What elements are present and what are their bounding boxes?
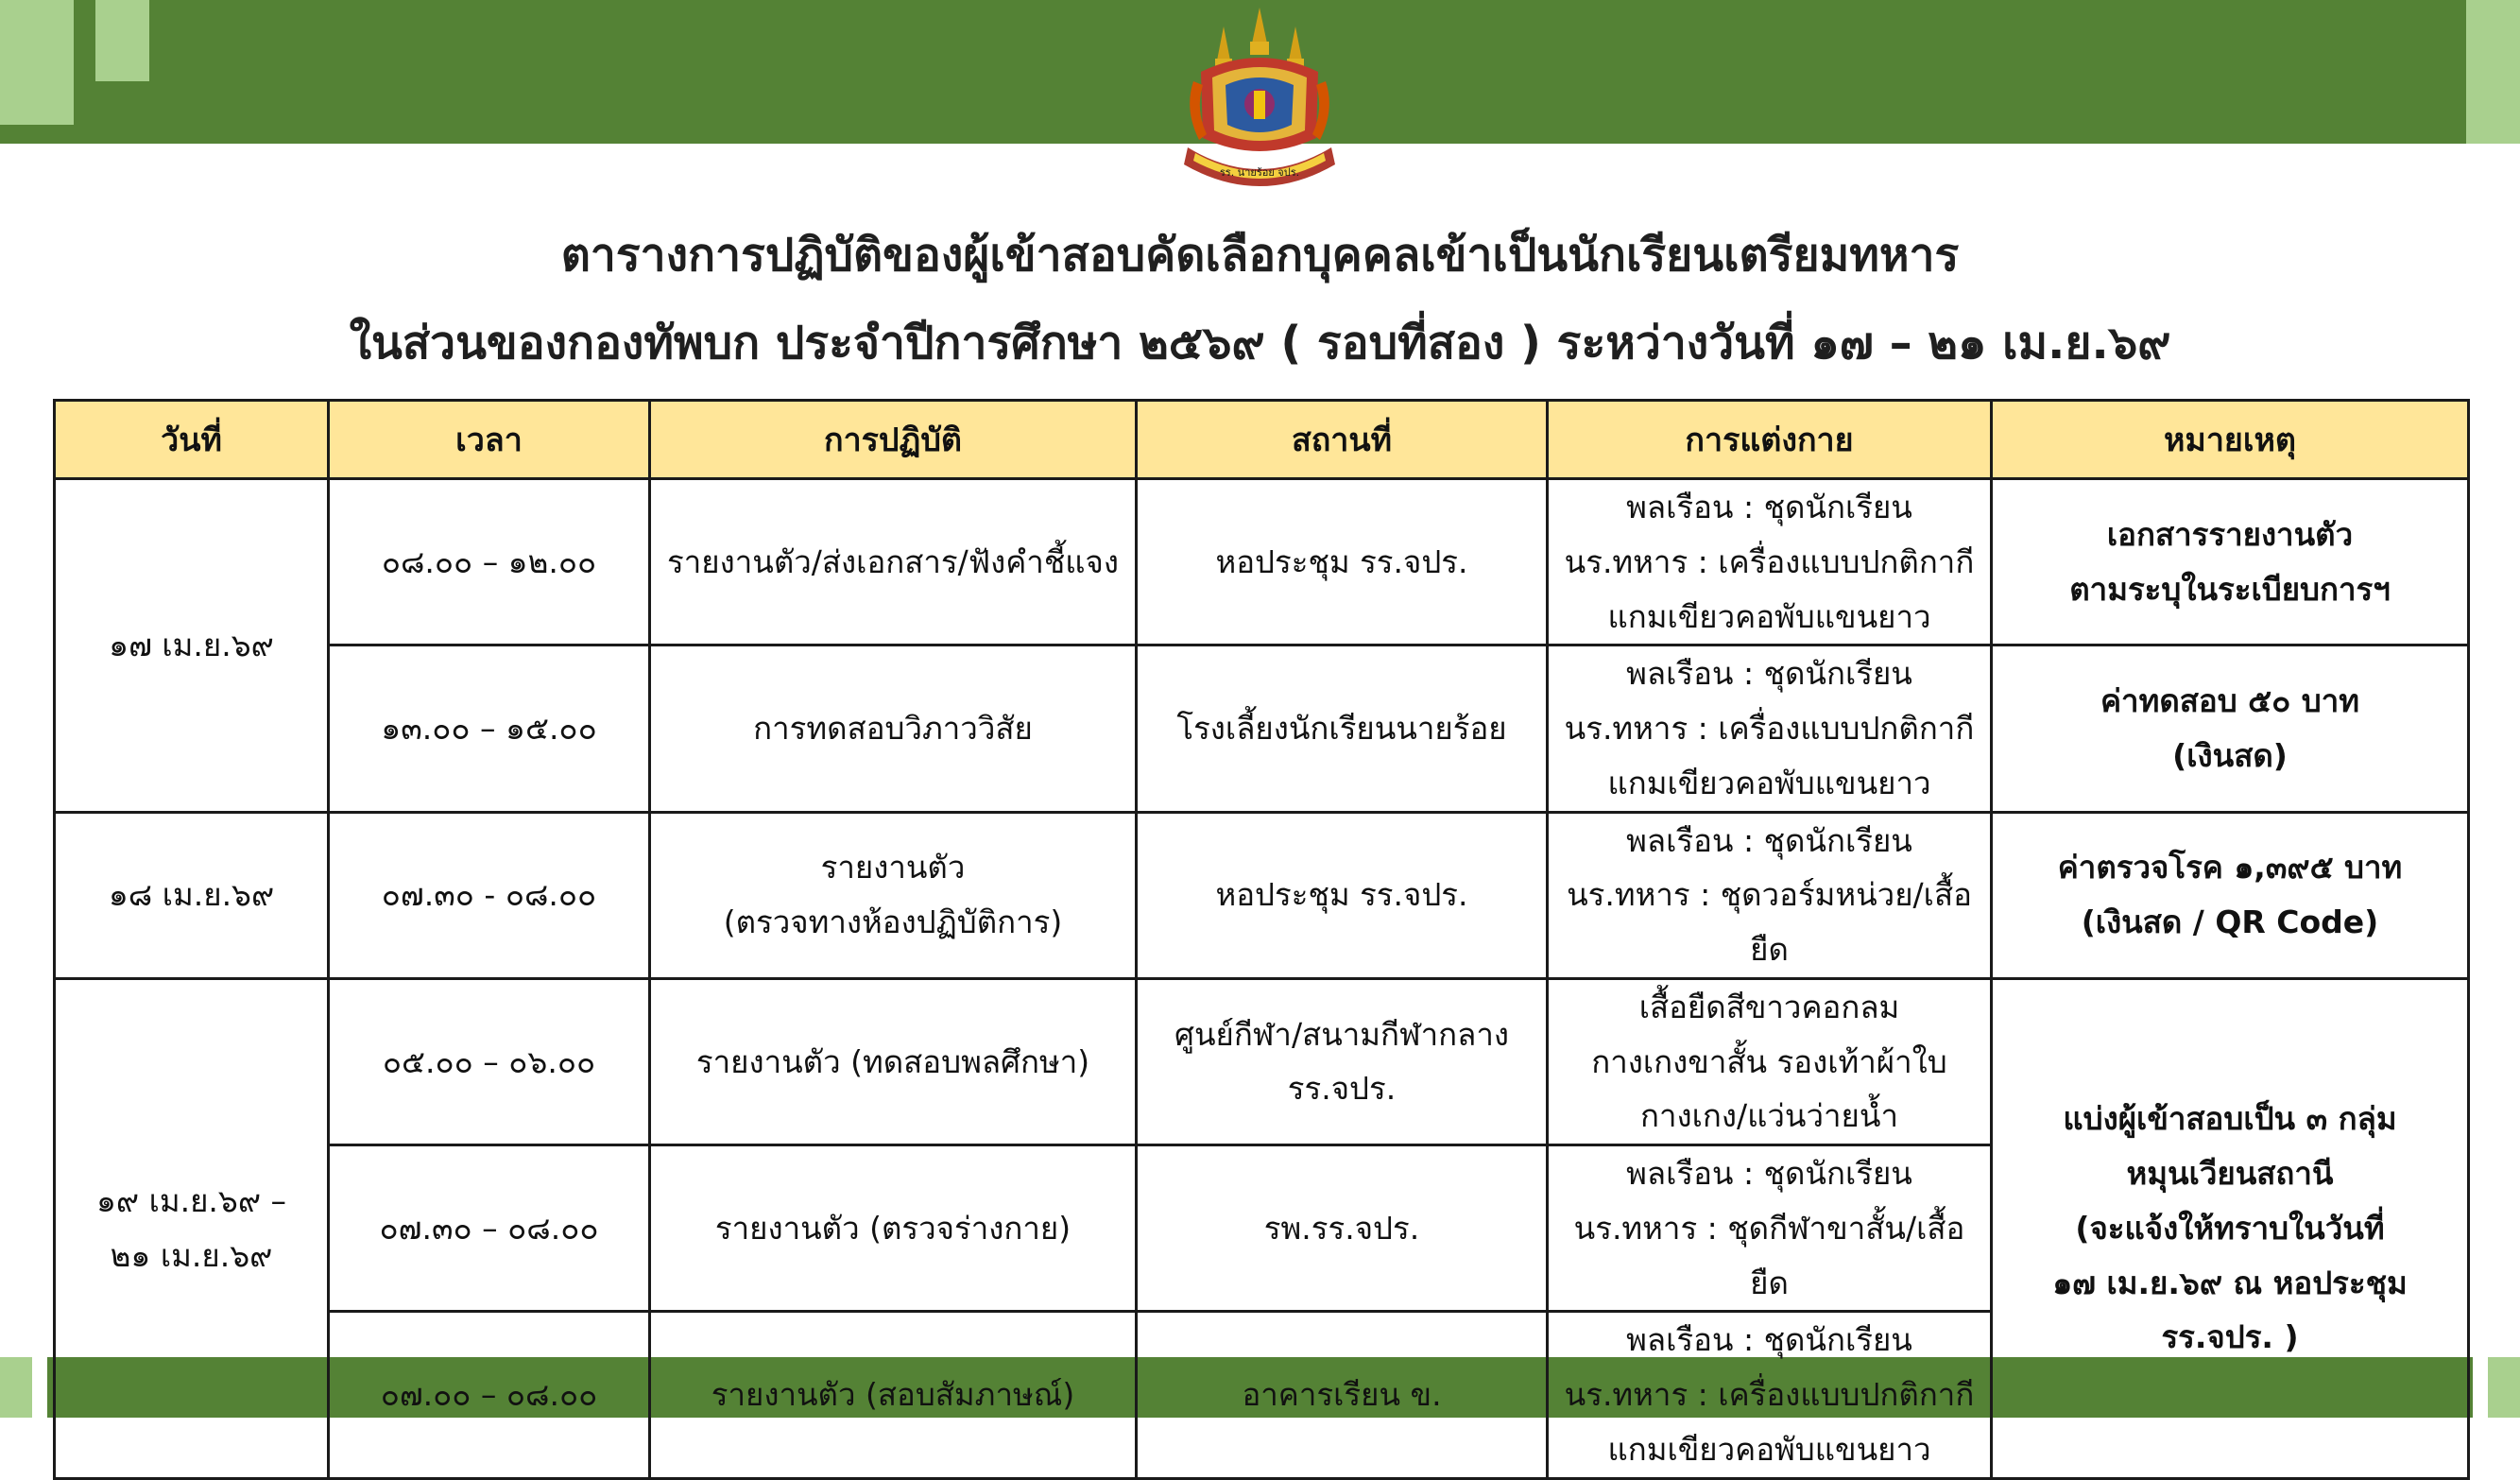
table-row xyxy=(55,812,2469,978)
bottom-right-accent-strip xyxy=(2488,1357,2520,1418)
note-cell xyxy=(1992,479,2469,645)
activity-cell: รายงานตัว/ส่งเอกสาร/ฟังคำชี้แจง xyxy=(650,479,1137,645)
page-title-line1: ตารางการปฏิบัติของผู้เข้าสอบคัดเลือกบุคคลเข้าเป็นนักเรียนเตรียมทหาร xyxy=(560,229,1960,282)
dress-line: แกมเขียวคอพับแขนยาว xyxy=(1607,1430,1931,1468)
activity-cell: รายงานตัว (ทดสอบพลศึกษา) xyxy=(650,978,1137,1144)
note-line: ค่าตรวจโรค ๑,๓๙๕ บาท xyxy=(2057,849,2403,886)
header-note: หมายเหตุ xyxy=(1992,401,2469,479)
academy-emblem-icon xyxy=(1174,6,1345,191)
place-cell: หอประชุม รร.จปร. xyxy=(1137,812,1548,978)
dress-line: กางเกงขาสั้น รองเท้าผ้าใบ xyxy=(1591,1042,1947,1080)
activity-line: รายงานตัว xyxy=(820,849,966,886)
note-line: หมุนเวียนสถานี xyxy=(2126,1155,2334,1192)
date-cell xyxy=(55,978,329,1478)
activity-cell: รายงานตัว (ตรวจร่างกาย) xyxy=(650,1145,1137,1312)
bottom-left-accent-strip xyxy=(0,1357,32,1418)
dress-line: แกมเขียวคอพับแขนยาว xyxy=(1607,764,1931,801)
note-line: แบ่งผู้เข้าสอบเป็น ๓ กลุ่ม xyxy=(2063,1100,2397,1138)
note-line: ตามระบุในระเบียบการฯ xyxy=(2069,570,2391,608)
dress-cell xyxy=(1548,812,1992,978)
activity-line: (ตรวจทางห้องปฏิบัติการ) xyxy=(723,903,1063,941)
dress-line: พลเรือน : ชุดนักเรียน xyxy=(1626,489,1912,525)
table-row xyxy=(55,645,2469,812)
place-cell: โรงเลี้ยงนักเรียนนายร้อย xyxy=(1137,645,1548,812)
dress-cell xyxy=(1548,1312,1992,1478)
date-cell: ๑๘ เม.ย.๖๙ xyxy=(55,812,329,978)
table-row xyxy=(55,978,2469,1144)
dress-line: นร.ทหาร : ชุดวอร์มหน่วย/เสื้อยืด xyxy=(1567,876,1972,968)
table-row xyxy=(55,479,2469,645)
note-line: เอกสารรายงานตัว xyxy=(2106,515,2354,553)
dress-cell xyxy=(1548,479,1992,645)
activity-cell: การทดสอบวิภาววิสัย xyxy=(650,645,1137,812)
dress-line: นร.ทหาร : เครื่องแบบปกติกากี xyxy=(1564,1376,1975,1413)
note-cell xyxy=(1992,645,2469,812)
time-cell: ๐๗.๐๐ – ๐๘.๐๐ xyxy=(329,1312,650,1478)
note-line: ๑๗ เม.ย.๖๙ ณ หอประชุม รร.จปร. ) xyxy=(2052,1264,2408,1356)
note-line: (จะแจ้งให้ทราบในวันที่ xyxy=(2075,1209,2385,1247)
page-title-line2: ในส่วนของกองทัพบก ประจำปีการศึกษา ๒๕๖๙ ( รอบที่สอง ) ระหว่างวันที่ ๑๗ – ๒๑ เม.ย.๖๙ xyxy=(349,317,2171,370)
time-cell: ๐๕.๐๐ – ๐๖.๐๐ xyxy=(329,978,650,1144)
header-dress: การแต่งกาย xyxy=(1548,401,1992,479)
dress-cell xyxy=(1548,978,1992,1144)
time-cell: ๐๗.๓๐ - ๐๘.๐๐ xyxy=(329,812,650,978)
table-header-row xyxy=(55,401,2469,479)
activity-cell xyxy=(650,812,1137,978)
dress-line: พลเรือน : ชุดนักเรียน xyxy=(1626,1155,1912,1192)
dress-line: นร.ทหาร : เครื่องแบบปกติกากี xyxy=(1564,710,1975,747)
date-cell: ๑๗ เม.ย.๖๙ xyxy=(55,479,329,813)
note-cell xyxy=(1992,812,2469,978)
activity-cell: รายงานตัว (สอบสัมภาษณ์) xyxy=(650,1312,1137,1478)
header-activity: การปฏิบัติ xyxy=(650,401,1137,479)
dress-line: นร.ทหาร : ชุดกีฬาขาสั้น/เสื้อยืด xyxy=(1573,1209,1965,1301)
note-line: ค่าทดสอบ ๕๐ บาท xyxy=(2100,682,2360,720)
time-cell: ๐๗.๓๐ – ๐๘.๐๐ xyxy=(329,1145,650,1312)
place-line: ศูนย์กีฬา/สนามกีฬากลาง xyxy=(1174,1015,1509,1053)
header-date: วันที่ xyxy=(55,401,329,479)
dress-line: แกมเขียวคอพับแขนยาว xyxy=(1607,597,1931,635)
dress-cell xyxy=(1548,1145,1992,1312)
dress-line: นร.ทหาร : เครื่องแบบปกติกากี xyxy=(1564,542,1975,580)
place-cell: รพ.รร.จปร. xyxy=(1137,1145,1548,1312)
svg-text:รร. นายร้อย จปร.: รร. นายร้อย จปร. xyxy=(1219,166,1300,179)
header-place: สถานที่ xyxy=(1137,401,1548,479)
dress-line: พลเรือน : ชุดนักเรียน xyxy=(1626,1321,1912,1359)
place-line: รร.จปร. xyxy=(1287,1070,1397,1108)
date-line: ๒๑ เม.ย.๖๙ xyxy=(110,1236,273,1274)
dress-line: เสื้อยืดสีขาวคอกลม xyxy=(1638,988,1900,1025)
date-line: ๑๙ เม.ย.๖๙ – xyxy=(95,1181,287,1219)
header-time: เวลา xyxy=(329,401,650,479)
note-line: (เงินสด) xyxy=(2172,736,2288,774)
dress-line: กางเกง/แว่นว่ายน้ำ xyxy=(1640,1097,1898,1135)
note-line: (เงินสด / QR Code) xyxy=(2081,903,2379,941)
note-cell xyxy=(1992,978,2469,1478)
place-cell: อาคารเรียน ข. xyxy=(1137,1312,1548,1478)
schedule-table xyxy=(53,399,2470,1480)
time-cell: ๐๘.๐๐ – ๑๒.๐๐ xyxy=(329,479,650,645)
time-cell: ๑๓.๐๐ – ๑๕.๐๐ xyxy=(329,645,650,812)
top-right-accent-strip xyxy=(2466,0,2520,144)
dress-cell xyxy=(1548,645,1992,812)
top-left-accent-block xyxy=(0,0,74,125)
place-cell: หอประชุม รร.จปร. xyxy=(1137,479,1548,645)
dress-line: พลเรือน : ชุดนักเรียน xyxy=(1626,821,1912,859)
dress-line: พลเรือน : ชุดนักเรียน xyxy=(1626,655,1912,693)
place-cell xyxy=(1137,978,1548,1144)
top-left-accent-block-small xyxy=(95,0,149,81)
